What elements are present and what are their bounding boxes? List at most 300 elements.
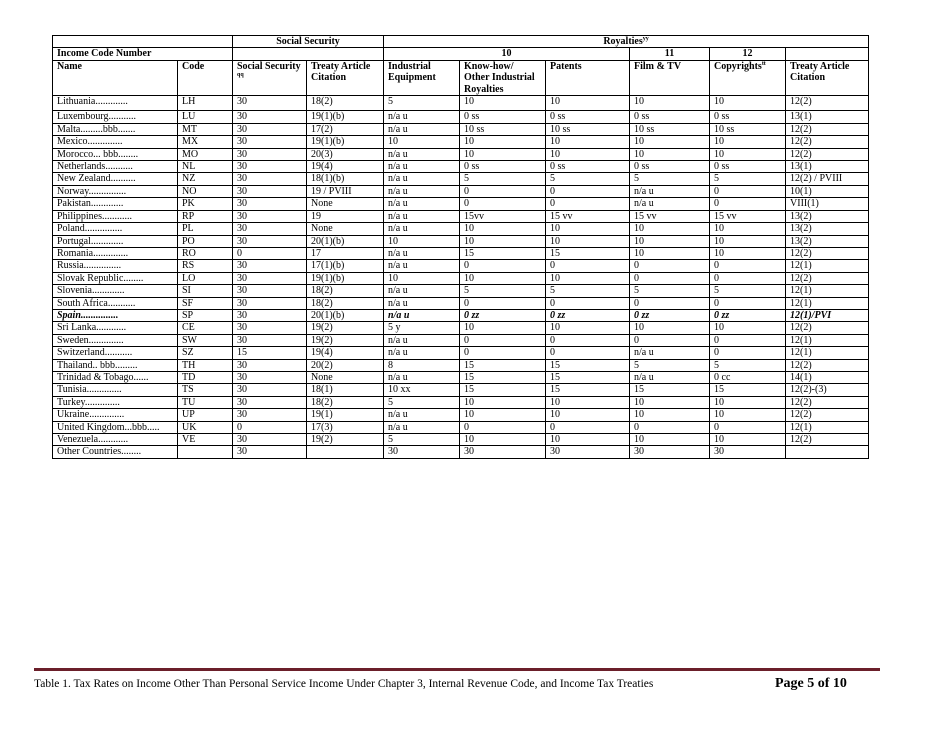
royalty-treaty-citation: 12(2) [786,247,869,259]
country-code: NZ [178,173,233,185]
country-code: TH [178,359,233,371]
social-security-rate: 30 [233,446,307,458]
copyrights-rate: 0 zz [710,309,786,321]
country-code [178,446,233,458]
ss-treaty-citation: 20(2) [307,359,384,371]
royalty-treaty-citation: 12(2) [786,359,869,371]
country-code: TD [178,371,233,383]
industrial-equipment-rate: 10 [384,136,460,148]
table-row [53,421,869,433]
patents-rate: 10 [546,322,630,334]
film-tv-rate: 0 [630,272,710,284]
country-name: Netherlands........... [53,161,178,173]
film-tv-rate: 0 zz [630,309,710,321]
knowhow-rate: 10 [460,322,546,334]
knowhow-rate: 10 [460,148,546,160]
industrial-equipment-rate: n/a u [384,210,460,222]
table-row [53,434,869,446]
table-row [53,111,869,123]
knowhow-rate: 0 [460,198,546,210]
copyrights-rate: 0 [710,272,786,284]
royalty-treaty-citation: 12(1) [786,347,869,359]
ss-treaty-citation: 20(1)(b) [307,309,384,321]
social-security-rate: 15 [233,347,307,359]
royalty-treaty-citation: 12(1) [786,421,869,433]
country-code: CE [178,322,233,334]
patents-rate: 10 ss [546,123,630,135]
country-code: NO [178,185,233,197]
table-row [53,185,869,197]
ss-treaty-citation: 18(1) [307,384,384,396]
patents-rate: 15 [546,247,630,259]
ss-treaty-citation: None [307,371,384,383]
film-tv-rate: 0 [630,297,710,309]
royalty-treaty-citation: 12(2)-(3) [786,384,869,396]
header-blank-cite [786,48,869,60]
country-code: UK [178,421,233,433]
patents-rate: 15 [546,384,630,396]
copyrights-rate: 5 [710,173,786,185]
social-security-rate: 30 [233,223,307,235]
industrial-equipment-rate: 5 [384,396,460,408]
patents-rate: 0 ss [546,161,630,173]
ss-treaty-citation: 18(2) [307,396,384,408]
country-code: SZ [178,347,233,359]
copyrights-rate: 10 [710,396,786,408]
social-security-rate: 30 [233,235,307,247]
film-tv-rate: 0 [630,421,710,433]
industrial-equipment-rate: n/a u [384,260,460,272]
copyrights-rate: 0 cc [710,371,786,383]
country-name: Philippines............ [53,210,178,222]
copyrights-footnote-mark: tt [761,60,766,67]
country-code: PO [178,235,233,247]
country-name: Thailand.. bbb......... [53,359,178,371]
column-header-copyrights-label: Copyrights [714,60,762,72]
country-code: NL [178,161,233,173]
country-name: Spain............... [53,309,178,321]
knowhow-rate: 10 [460,96,546,111]
copyrights-rate: 5 [710,359,786,371]
country-name: United Kingdom...bbb..... [53,421,178,433]
column-header-copyrights [710,60,786,95]
ss-treaty-citation: 19(1) [307,409,384,421]
royalty-treaty-citation: 12(2) [786,123,869,135]
country-name: Sweden.............. [53,334,178,346]
patents-rate: 15 [546,371,630,383]
table-row [53,285,869,297]
country-code: UP [178,409,233,421]
film-tv-rate: 10 [630,434,710,446]
ss-treaty-citation: None [307,198,384,210]
copyrights-rate: 10 [710,223,786,235]
knowhow-rate: 0 ss [460,161,546,173]
knowhow-rate: 0 [460,347,546,359]
industrial-equipment-rate: n/a u [384,223,460,235]
table-row [53,371,869,383]
footer-divider [34,668,880,671]
social-security-rate: 30 [233,123,307,135]
copyrights-rate: 10 [710,96,786,111]
industrial-equipment-rate: n/a u [384,185,460,197]
knowhow-rate: 15 [460,384,546,396]
country-code: SW [178,334,233,346]
table-row [53,334,869,346]
country-name: Pakistan............. [53,198,178,210]
patents-rate: 0 [546,185,630,197]
table-row [53,136,869,148]
social-security-rate: 30 [233,297,307,309]
country-name: Slovenia............. [53,285,178,297]
social-security-rate: 30 [233,185,307,197]
country-code: TS [178,384,233,396]
copyrights-rate: 15 [710,384,786,396]
patents-rate: 10 [546,235,630,247]
income-code-12: 12 [710,48,786,60]
country-name: Switzerland........... [53,347,178,359]
header-blank-ss [233,48,384,60]
copyrights-rate: 0 ss [710,111,786,123]
social-security-rate: 30 [233,396,307,408]
copyrights-rate: 10 [710,235,786,247]
industrial-equipment-rate: n/a u [384,148,460,160]
country-code: SP [178,309,233,321]
industrial-equipment-rate: n/a u [384,285,460,297]
table-row [53,235,869,247]
royalty-treaty-citation: 12(2) [786,136,869,148]
country-code: RP [178,210,233,222]
knowhow-rate: 0 ss [460,111,546,123]
social-security-rate: 30 [233,148,307,160]
patents-rate: 10 [546,434,630,446]
ss-treaty-citation: 17(3) [307,421,384,433]
column-header-film-tv: Film & TV [630,60,710,95]
film-tv-rate: 15 vv [630,210,710,222]
patents-rate: 0 [546,297,630,309]
ss-treaty-citation: 19(2) [307,434,384,446]
column-header-name: Name [53,60,178,95]
film-tv-rate: n/a u [630,347,710,359]
knowhow-rate: 0 zz [460,309,546,321]
royalty-treaty-citation: 12(1) [786,285,869,297]
film-tv-rate: 5 [630,359,710,371]
copyrights-rate: 10 [710,136,786,148]
industrial-equipment-rate: 10 xx [384,384,460,396]
country-code: MO [178,148,233,160]
country-name: Mexico.............. [53,136,178,148]
ss-treaty-citation: 19(4) [307,347,384,359]
country-name: Venezuela............ [53,434,178,446]
copyrights-rate: 0 [710,347,786,359]
country-code: LU [178,111,233,123]
social-security-rate: 30 [233,371,307,383]
royalty-treaty-citation: 12(2) [786,96,869,111]
patents-rate: 0 [546,347,630,359]
film-tv-rate: 5 [630,285,710,297]
film-tv-rate: 0 ss [630,111,710,123]
patents-rate: 10 [546,148,630,160]
patents-rate: 15 [546,359,630,371]
knowhow-rate: 10 [460,136,546,148]
patents-rate: 0 [546,334,630,346]
patents-rate: 10 [546,396,630,408]
ss-treaty-citation: 18(2) [307,297,384,309]
column-header-royalty-treaty-citation: Treaty Article Citation [786,60,869,95]
ss-treaty-citation: 18(2) [307,96,384,111]
copyrights-rate: 10 ss [710,123,786,135]
industrial-equipment-rate: n/a u [384,161,460,173]
table-row [53,384,869,396]
country-code: RO [178,247,233,259]
social-security-rate: 30 [233,322,307,334]
film-tv-rate: 0 ss [630,161,710,173]
country-code: RS [178,260,233,272]
industrial-equipment-rate: 10 [384,235,460,247]
table-row [53,210,869,222]
ss-treaty-citation: 19 [307,210,384,222]
column-header-industrial-equipment: Industrial Equipment [384,60,460,95]
ss-treaty-citation: 19(1)(b) [307,111,384,123]
patents-rate: 10 [546,409,630,421]
ss-treaty-citation: 19 / PVIII [307,185,384,197]
industrial-equipment-rate: 30 [384,446,460,458]
industrial-equipment-rate: n/a u [384,123,460,135]
country-name: Turkey.............. [53,396,178,408]
table-row [53,409,869,421]
country-name: Luxembourg........... [53,111,178,123]
income-code-number-label: Income Code Number [53,48,233,60]
copyrights-rate: 10 [710,247,786,259]
social-security-rate: 30 [233,198,307,210]
social-security-rate: 30 [233,96,307,111]
film-tv-rate: 10 [630,247,710,259]
table-row [53,247,869,259]
social-security-rate: 0 [233,247,307,259]
copyrights-rate: 0 [710,297,786,309]
footer-title: Table 1. Tax Rates on Income Other Than Personal Service Income Under Chapter 3, Internal Revenue Code, and Income Tax Treaties [34,678,654,690]
country-code: SI [178,285,233,297]
social-security-rate: 30 [233,359,307,371]
country-code: SF [178,297,233,309]
royalty-treaty-citation [786,446,869,458]
country-code: VE [178,434,233,446]
film-tv-rate: n/a u [630,198,710,210]
ss-treaty-citation: 18(2) [307,285,384,297]
film-tv-rate: 10 [630,148,710,160]
knowhow-rate: 0 [460,334,546,346]
royalty-treaty-citation: 13(1) [786,161,869,173]
film-tv-rate: 10 [630,136,710,148]
industrial-equipment-rate: n/a u [384,371,460,383]
patents-rate: 10 [546,96,630,111]
copyrights-rate: 15 vv [710,210,786,222]
country-name: Poland............... [53,223,178,235]
table-row [53,309,869,321]
patents-rate: 10 [546,136,630,148]
patents-rate: 15 vv [546,210,630,222]
country-name: Romania.............. [53,247,178,259]
country-code: TU [178,396,233,408]
social-security-rate: 30 [233,161,307,173]
ss-treaty-citation: 19(1)(b) [307,136,384,148]
ss-treaty-citation: 19(2) [307,334,384,346]
social-security-rate: 30 [233,111,307,123]
tax-rates-table [52,35,869,459]
knowhow-rate: 15 [460,247,546,259]
industrial-equipment-rate: 10 [384,272,460,284]
copyrights-rate: 0 [710,185,786,197]
country-name: Trinidad & Tobago...... [53,371,178,383]
table-row [53,359,869,371]
country-name: Other Countries........ [53,446,178,458]
knowhow-rate: 10 [460,396,546,408]
industrial-equipment-rate: n/a u [384,198,460,210]
royalty-treaty-citation: VIII(1) [786,198,869,210]
table-row [53,198,869,210]
royalty-treaty-citation: 12(2) [786,396,869,408]
copyrights-rate: 10 [710,322,786,334]
film-tv-rate: 10 [630,96,710,111]
knowhow-rate: 15 [460,359,546,371]
social-security-rate: 30 [233,272,307,284]
country-code: MX [178,136,233,148]
royalty-treaty-citation: 12(1) [786,260,869,272]
column-header-patents: Patents [546,60,630,95]
country-name: Portugal............. [53,235,178,247]
royalty-treaty-citation: 12(1)/PVI [786,309,869,321]
column-header-social-security-label: Social Security [237,60,301,72]
royalty-treaty-citation: 10(1) [786,185,869,197]
social-security-rate: 30 [233,136,307,148]
industrial-equipment-rate: 5 [384,96,460,111]
table-row [53,148,869,160]
knowhow-rate: 30 [460,446,546,458]
film-tv-rate: n/a u [630,371,710,383]
film-tv-rate: 10 [630,396,710,408]
copyrights-rate: 0 [710,260,786,272]
industrial-equipment-rate: n/a u [384,297,460,309]
ss-treaty-citation: 18(1)(b) [307,173,384,185]
knowhow-rate: 5 [460,285,546,297]
country-name: Morocco... bbb........ [53,148,178,160]
ss-treaty-citation: 19(4) [307,161,384,173]
industrial-equipment-rate: n/a u [384,334,460,346]
social-security-rate: 0 [233,421,307,433]
industrial-equipment-rate: 8 [384,359,460,371]
ss-treaty-citation: 17(1)(b) [307,260,384,272]
column-header-social-security [233,60,307,95]
knowhow-rate: 10 [460,434,546,446]
copyrights-rate: 0 [710,334,786,346]
copyrights-rate: 5 [710,285,786,297]
copyrights-rate: 10 [710,409,786,421]
country-name: New Zealand.......... [53,173,178,185]
patents-rate: 5 [546,285,630,297]
column-header-ss-treaty-citation: Treaty Article Citation [307,60,384,95]
industrial-equipment-rate: n/a u [384,173,460,185]
social-security-rate: 30 [233,260,307,272]
table-row [53,322,869,334]
table-row [53,347,869,359]
copyrights-rate: 10 [710,434,786,446]
knowhow-rate: 10 [460,409,546,421]
film-tv-rate: 15 [630,384,710,396]
royalties-group-label: Royalties [603,36,643,47]
industrial-equipment-rate: n/a u [384,409,460,421]
social-security-rate: 30 [233,285,307,297]
column-header-code: Code [178,60,233,95]
patents-rate: 10 [546,272,630,284]
patents-rate: 0 ss [546,111,630,123]
table-row [53,161,869,173]
copyrights-rate: 0 [710,198,786,210]
ss-treaty-citation: None [307,223,384,235]
table-row [53,260,869,272]
page-number: Page 5 of 10 [775,676,847,691]
film-tv-rate: 0 [630,334,710,346]
table-row [53,223,869,235]
knowhow-rate: 0 [460,421,546,433]
income-code-11: 11 [630,48,710,60]
country-code: PL [178,223,233,235]
table-row [53,173,869,185]
ss-treaty-citation: 19(2) [307,322,384,334]
copyrights-rate: 10 [710,148,786,160]
knowhow-rate: 15vv [460,210,546,222]
country-code: LO [178,272,233,284]
patents-rate: 30 [546,446,630,458]
ss-treaty-citation [307,446,384,458]
country-name: Malta.........bbb....... [53,123,178,135]
table-row [53,96,869,111]
country-code: LH [178,96,233,111]
social-security-rate: 30 [233,173,307,185]
royalty-treaty-citation: 12(2) [786,322,869,334]
table-row [53,297,869,309]
royalties-group-header [384,36,869,48]
ss-treaty-citation: 17(2) [307,123,384,135]
knowhow-rate: 10 [460,223,546,235]
country-name: Sri Lanka............ [53,322,178,334]
industrial-equipment-rate: n/a u [384,347,460,359]
royalty-treaty-citation: 12(2) [786,409,869,421]
country-name: Norway............... [53,185,178,197]
royalty-treaty-citation: 12(2) [786,434,869,446]
copyrights-rate: 0 ss [710,161,786,173]
film-tv-rate: 10 [630,235,710,247]
film-tv-rate: 10 [630,322,710,334]
royalty-treaty-citation: 12(2) / PVIII [786,173,869,185]
country-code: MT [178,123,233,135]
country-code: PK [178,198,233,210]
patents-rate: 0 [546,198,630,210]
social-security-rate: 30 [233,409,307,421]
country-name: Tunisia.............. [53,384,178,396]
social-security-rate: 30 [233,309,307,321]
ss-treaty-citation: 17 [307,247,384,259]
ss-treaty-citation: 19(1)(b) [307,272,384,284]
header-blank-cell [53,36,233,48]
film-tv-rate: 0 [630,260,710,272]
knowhow-rate: 10 [460,272,546,284]
film-tv-rate: 10 [630,409,710,421]
patents-rate: 5 [546,173,630,185]
country-name: Russia............... [53,260,178,272]
table-row [53,446,869,458]
table-row [53,123,869,135]
copyrights-rate: 0 [710,421,786,433]
column-header-knowhow: Know-how/ Other Industrial Royalties [460,60,546,95]
